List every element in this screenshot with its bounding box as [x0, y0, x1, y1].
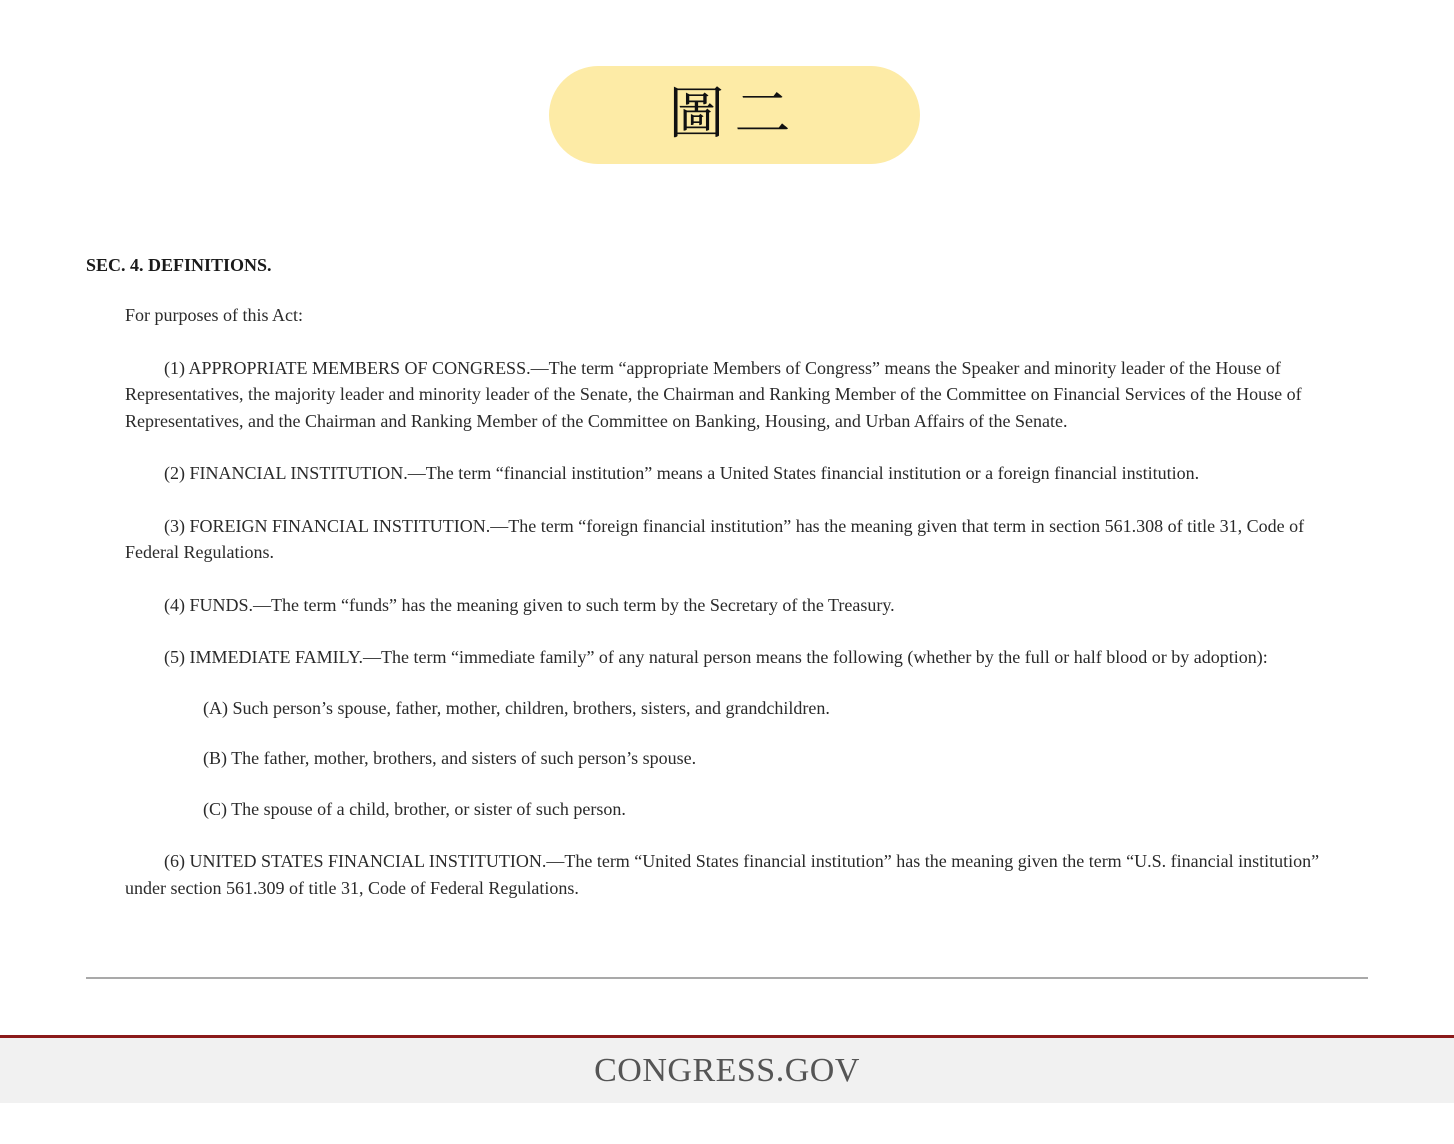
figure-label-badge [549, 66, 920, 164]
congress-gov-logo[interactable]: CONGRESS.GOV [594, 1051, 860, 1089]
definition-item: (4) FUNDS.—The term “funds” has the meaning given to such term by the Secretary of the Treasury. [164, 594, 895, 615]
definition-item: (1) APPROPRIATE MEMBERS OF CONGRESS.—The term “appropriate Members of Congress” means the Speaker and minority leader of the House of Representatives, the majority leader and minority leader of the Senate, the Chairman and Ranking Member of the Committee on Financial Services of the House of Representatives, and the Chairman and Ranking Member of the Committee on Banking, Housing, and Urban Affairs of the Senate. [125, 357, 1302, 431]
definition-item: (3) FOREIGN FINANCIAL INSTITUTION.—The term “foreign financial institution” has the meaning given that term in section 561.308 of title 31, Code of Federal Regulations. [125, 515, 1305, 562]
definition-subitem: (C) The spouse of a child, brother, or sister of such person. [203, 798, 626, 819]
section-title: SEC. 4. DEFINITIONS. [86, 255, 272, 275]
definition-subitem: (A) Such person’s spouse, father, mother, children, brothers, sisters, and grandchildren. [203, 697, 830, 718]
document-body [86, 252, 1368, 901]
footer-bar [0, 1035, 1454, 1103]
divider [86, 977, 1368, 979]
definition-item: (2) FINANCIAL INSTITUTION.—The term “financial institution” means a United States financial institution or a foreign financial institution. [164, 463, 1200, 483]
definition-subitem: (B) The father, mother, brothers, and sisters of such person’s spouse. [203, 748, 697, 768]
figure-label: 圖二 [668, 82, 801, 147]
definition-item: (6) UNITED STATES FINANCIAL INSTITUTION.—The term “United States financial institution” has the meaning given the term “U.S. financial institution” under section 561.309 of title 31, Code of Federal Regulations. [125, 851, 1320, 898]
definition-item: (5) IMMEDIATE FAMILY.—The term “immediate family” of any natural person means the following (whether by the full or half blood or by adoption): [164, 647, 1268, 667]
intro-text: For purposes of this Act: [125, 305, 303, 325]
